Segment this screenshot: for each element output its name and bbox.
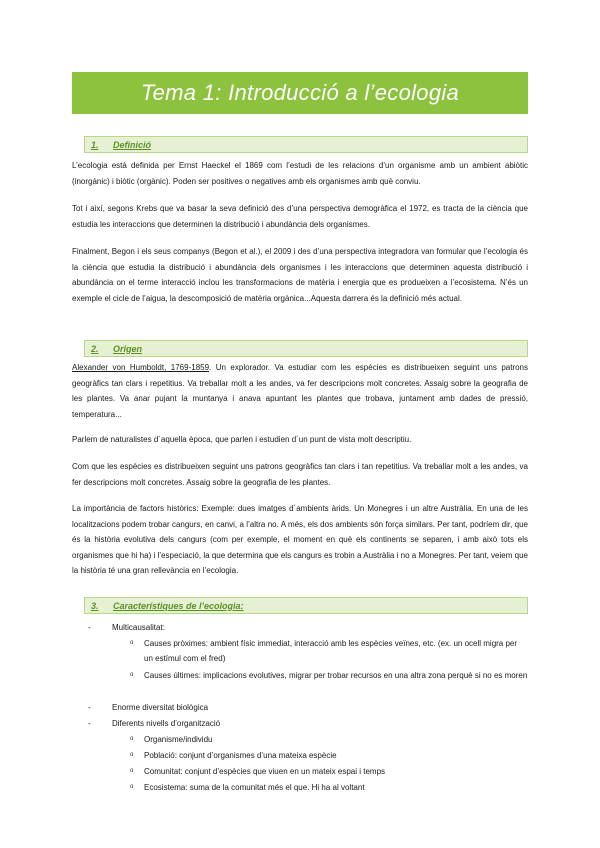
paragraph-factors-historics: La importància de factors històrics: Exemple: dues imatges d´ambients àrids. Un Monegres i un altre Austràlia. En una de les localitzacions podem trobar cangurs, en canvi, a l’altra no. A més, els dos ambients són força similars. Per tant, podríem dir, que és la història evolutiva dels cangurs (com per exemple, el moment en què els continents se separen, i amb això tots els organismes que hi ha) i l’especiació, la que determina que els cangurs es trobin a Austràlia i no a Monegres. Per tant, veiem que la història té una gran rellevància en l’ecologia.: [72, 504, 528, 575]
section-heading-origen: [84, 340, 528, 357]
section-number: 1.: [91, 139, 99, 150]
circle-bullet: o: [130, 768, 134, 774]
list-item-text: Població: conjunt d’organismes d’una mateixa espècie: [144, 751, 337, 760]
list-item-text: Causes últimes: implicacions evolutives, migrar per trobar recursos en una altra zona perquè si no es moren: [144, 671, 528, 680]
paragraph-humboldt: [72, 360, 528, 422]
humboldt-text: . Un explorador. Va estudiar com les espècies es distribueixen seguint uns patrons geogràfics tan clars i repetitius. Va treballar molt a les andes, va fer descripcions molt concretes. Assaig sobre la geografia de les plantes. Va anar pujant la muntanya i anava apuntant les plantes que trobava, juntament amb dades de pressió, temperatura...: [72, 363, 528, 419]
circle-bullet: o: [130, 752, 134, 758]
paragraph-haeckel: L’ecologia està definida per Ernst Haeckel el 1869 com l’estudi de les relacions d’un organisme amb un ambient abiòtic (inorgànic) i biòtic (orgànic). Poden ser positives o negatives amb els organismes amb què conviu.: [72, 161, 528, 186]
dash-bullet: -: [88, 703, 91, 712]
list-item-text: Multicausalitat:: [112, 623, 165, 632]
dash-bullet: -: [88, 719, 91, 728]
dash-bullet: -: [88, 623, 91, 632]
section-label: Origen: [113, 343, 143, 354]
paragraph-krebs: Tot i així, segons Krebs que va basar la seva definició des d’una perspectiva demogràfica el 1972, es tracta de la ciència que estudia les interaccions que determinen la distribució i abundància dels organismes.: [72, 204, 528, 229]
list-item-text: Ecosistema: suma de la comunitat més el que. Hi ha al voltant: [144, 783, 365, 792]
section-label: Definició: [113, 139, 152, 150]
circle-bullet: o: [130, 640, 134, 646]
list-item-text: Organisme/individu: [144, 735, 213, 744]
paragraph-naturalistes: Parlem de naturalistes d´aquella època, que parlen i estudien d´un punt de vista molt descriptiu.: [72, 435, 412, 444]
section-heading-caracteristiques: [84, 597, 528, 614]
paragraph-patrons: Com que les espècies es distribueixen seguint uns patrons geogràfics tan clars i tan repetitius. Va treballar molt a les andes, va fer descripcions molt concretes. Assaig sobre la geografia de les plantes.: [72, 462, 528, 487]
page-title: Tema 1: Introducció a l’ecologia: [72, 72, 528, 114]
section-label: Característiques de l’ecologia:: [113, 600, 244, 611]
section-number: 3.: [91, 600, 99, 611]
circle-bullet: o: [130, 784, 134, 790]
humboldt-name: Alexander von Humboldt, 1769-1859: [72, 363, 210, 372]
section-heading-definicio: [84, 136, 528, 153]
paragraph-begon: Finalment, Begon i els seus companys (Begon et al.), el 2009 i des d’una perspectiva integradora van formular que l’ecologia és la ciència que estudia la distribució i abundància dels organismes i les interaccions que determinen aquesta distribució i abundància on el terme interacció inclou les transformacions de matèria i energia que es produeixen a l’ecosistema. N’és un exemple el cicle de l’aigua, la descomposició de matèria orgànica...Aquesta darrera és la definició més actual.: [72, 247, 528, 303]
circle-bullet: o: [130, 672, 134, 678]
list-item-text: Comunitat: conjunt d’espècies que viuen en un mateix espai i temps: [144, 767, 386, 776]
list-item-text: Diferents nivells d’organització: [112, 719, 221, 728]
list-item-text: Enorme diversitat biològica: [112, 703, 209, 712]
circle-bullet: o: [130, 736, 134, 742]
list-item-text: Causes pròximes: ambient físic immediat, interacció amb les espècies veïnes, etc. (ex. un ocell migra per un estímul com el fred): [144, 639, 518, 663]
section-number: 2.: [91, 343, 99, 354]
